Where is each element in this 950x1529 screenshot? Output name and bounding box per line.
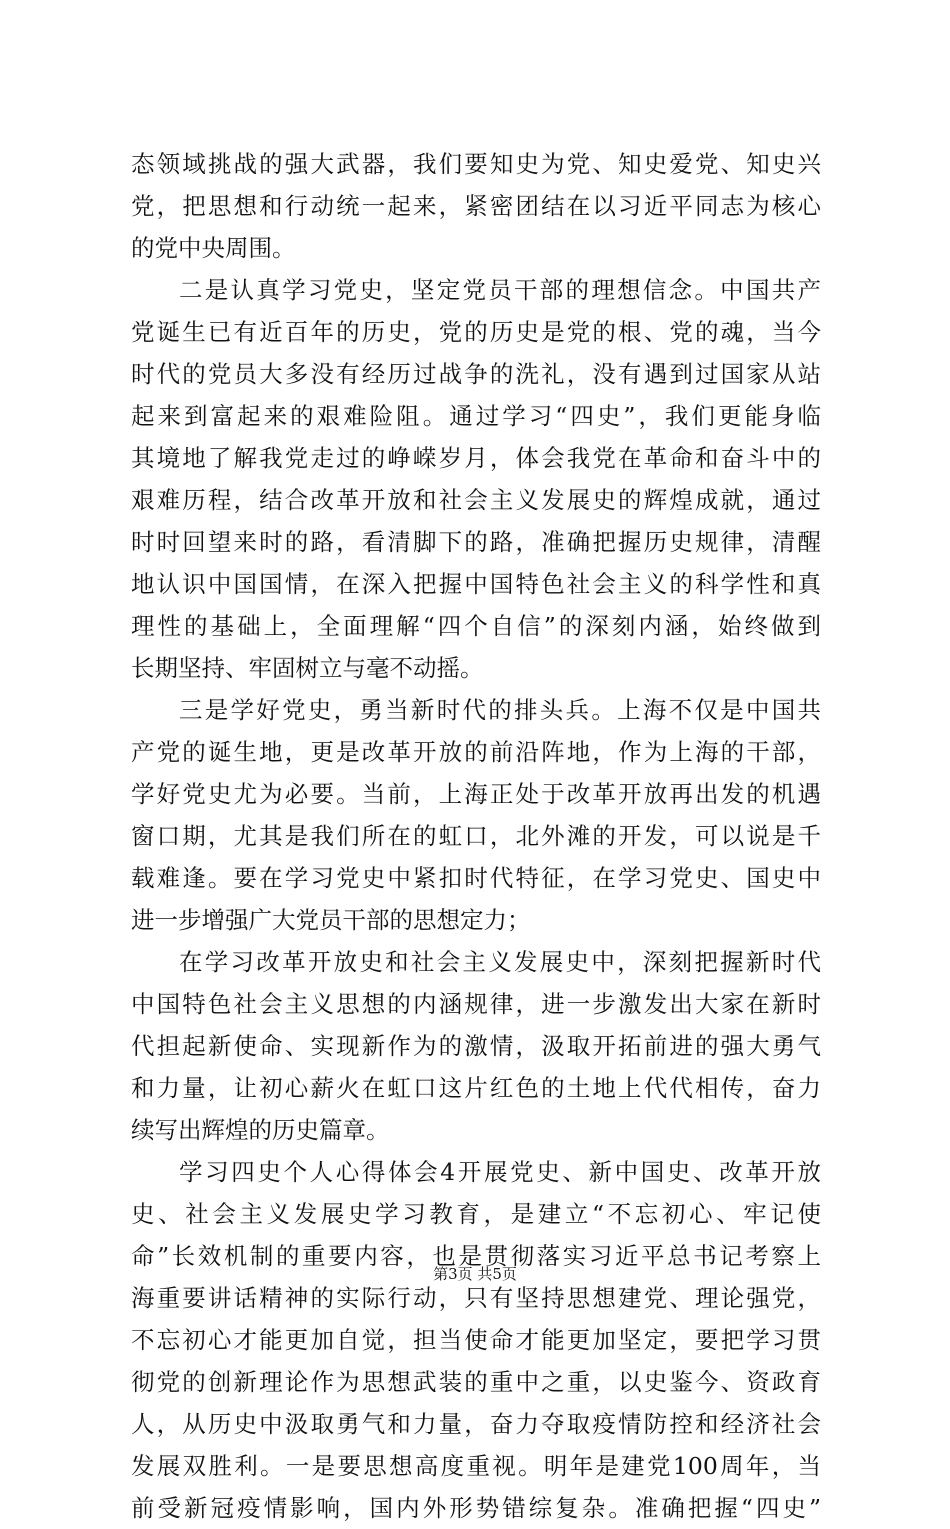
text-line: 彻党的创新理论作为思想武装的重中之重，以史鉴今、资政育 — [131, 1368, 821, 1396]
text-line: 前受新冠疫情影响，国内外形势错综复杂。准确把握“四史” — [131, 1494, 821, 1522]
text-line: 党，把思想和行动统一起来，紧密团结在以习近平同志为核心 — [131, 192, 821, 220]
text-line: 不忘初心才能更加自觉，担当使命才能更加坚定，要把学习贯 — [131, 1326, 821, 1354]
text-line: 起来到富起来的艰难险阻。通过学习“四史”，我们更能身临 — [131, 402, 821, 430]
text-line: 在学习改革开放史和社会主义发展史中，深刻把握新时代 — [179, 948, 821, 976]
text-line: 三是学好党史，勇当新时代的排头兵。上海不仅是中国共 — [179, 696, 821, 724]
text-line: 进一步增强广大党员干部的思想定力； — [131, 906, 531, 934]
document-body — [131, 143, 821, 1529]
text-line: 理性的基础上，全面理解“四个自信”的深刻内涵，始终做到 — [131, 612, 821, 640]
text-line: 学好党史尤为必要。当前，上海正处于改革开放再出发的机遇 — [131, 780, 821, 808]
text-line: 续写出辉煌的历史篇章。 — [131, 1116, 390, 1144]
text-line: 载难逢。要在学习党史中紧扣时代特征，在学习党史、国史中 — [131, 864, 821, 892]
page-number-footer: 第3页 共5页 — [433, 1265, 517, 1283]
text-line: 史、社会主义发展史学习教育，是建立“不忘初心、牢记使 — [131, 1200, 821, 1228]
text-line: 态领域挑战的强大武器，我们要知史为党、知史爱党、知史兴 — [131, 150, 821, 178]
text-line: 长期坚持、牢固树立与毫不动摇。 — [131, 654, 484, 682]
text-line: 海重要讲话精神的实际行动，只有坚持思想建党、理论强党， — [131, 1284, 821, 1312]
text-line: 艰难历程，结合改革开放和社会主义发展史的辉煌成就，通过 — [131, 486, 821, 514]
text-line: 时代的党员大多没有经历过战争的洗礼，没有遇到过国家从站 — [131, 360, 821, 388]
text-line: 二是认真学习党史，坚定党员干部的理想信念。中国共产 — [179, 276, 821, 304]
text-line: 中国特色社会主义思想的内涵规律，进一步激发出大家在新时 — [131, 990, 821, 1018]
text-line: 其境地了解我党走过的峥嵘岁月，体会我党在革命和奋斗中的 — [131, 444, 821, 472]
text-line: 命”长效机制的重要内容，也是贯彻落实习近平总书记考察上 — [131, 1242, 821, 1270]
text-line: 发展双胜利。一是要思想高度重视。明年是建党100周年，当 — [131, 1452, 821, 1480]
text-line: 党诞生已有近百年的历史，党的历史是党的根、党的魂，当今 — [131, 318, 821, 346]
text-line: 学习四史个人心得体会4开展党史、新中国史、改革开放 — [179, 1158, 821, 1186]
text-line: 和力量，让初心薪火在虹口这片红色的土地上代代相传，奋力 — [131, 1074, 821, 1102]
text-line: 代担起新使命、实现新作为的激情，汲取开拓前进的强大勇气 — [131, 1032, 821, 1060]
text-line: 的党中央周围。 — [131, 234, 296, 262]
text-line: 时时回望来时的路，看清脚下的路，准确把握历史规律，清醒 — [131, 528, 821, 556]
text-line: 窗口期，尤其是我们所在的虹口，北外滩的开发，可以说是千 — [131, 822, 821, 850]
text-line: 产党的诞生地，更是改革开放的前沿阵地，作为上海的干部， — [131, 738, 821, 766]
text-line: 地认识中国国情，在深入把握中国特色社会主义的科学性和真 — [131, 570, 821, 598]
text-line: 人，从历史中汲取勇气和力量，奋力夺取疫情防控和经济社会 — [131, 1410, 821, 1438]
